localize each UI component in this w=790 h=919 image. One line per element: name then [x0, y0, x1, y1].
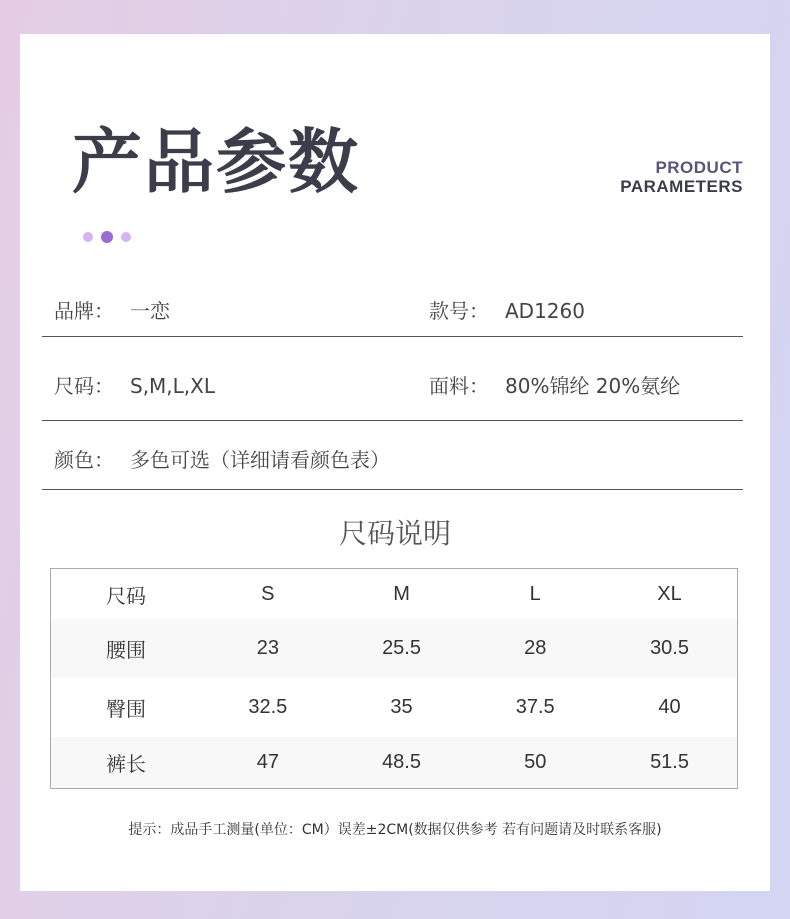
fabric-field	[429, 370, 680, 399]
model-field	[429, 295, 585, 324]
table-cell: 尺码	[106, 583, 146, 608]
size-field	[54, 370, 215, 399]
page-title: 产品参数	[72, 121, 360, 203]
model-label: 款号：	[429, 299, 489, 323]
table-header-row	[51, 569, 738, 620]
model-value: AD1260	[505, 299, 585, 323]
dot-icon	[83, 232, 93, 242]
table-cell: 40	[658, 696, 681, 718]
table-cell: 25.5	[335, 619, 469, 678]
table-cell: 35	[390, 696, 413, 718]
decorative-dots	[83, 231, 131, 243]
table-cell: 37.5	[515, 696, 555, 718]
fabric-value: 80%锦纶 20%氨纶	[505, 374, 681, 398]
table-cell: 50	[468, 737, 602, 789]
table-cell: XL	[657, 582, 682, 605]
divider	[42, 336, 743, 337]
size-label: 尺码：	[54, 374, 114, 398]
table-cell: 32.5	[248, 696, 288, 718]
table-cell: 23	[201, 619, 335, 678]
table-cell: 30.5	[602, 619, 737, 678]
brand-label: 品牌：	[54, 299, 114, 323]
dot-icon	[121, 232, 131, 242]
fabric-label: 面料：	[429, 374, 489, 398]
table-cell: L	[529, 582, 541, 605]
table-cell: M	[393, 582, 410, 605]
brand-value: 一恋	[130, 299, 170, 323]
measurement-note: 提示：成品手工测量(单位：CM）误差±2CM(数据仅供参考 若有问题请及时联系客服)	[128, 822, 662, 838]
table-cell: 48.5	[335, 737, 469, 789]
brand-field	[54, 295, 170, 324]
color-field	[54, 444, 390, 473]
table-row	[51, 737, 738, 789]
color-label: 颜色：	[54, 448, 114, 472]
table-cell: 裤长	[51, 737, 202, 789]
english-title	[620, 158, 743, 196]
size-value: S,M,L,XL	[130, 374, 216, 398]
table-cell: 47	[201, 737, 335, 789]
size-table	[50, 568, 738, 789]
table-cell: 臀围	[106, 697, 146, 721]
english-title-line2: PARAMETERS	[620, 177, 743, 196]
english-title-line1: PRODUCT	[655, 158, 743, 177]
dot-icon	[101, 231, 113, 243]
divider	[42, 420, 743, 421]
divider	[42, 489, 743, 490]
table-cell: 腰围	[51, 619, 202, 678]
content-card	[20, 34, 770, 891]
table-row	[51, 619, 738, 678]
table-cell: 51.5	[602, 737, 737, 789]
table-cell: S	[261, 582, 275, 605]
table-cell: 28	[468, 619, 602, 678]
size-chart-title: 尺码说明	[338, 517, 451, 550]
table-row	[51, 678, 738, 737]
color-value: 多色可选（详细请看颜色表）	[130, 448, 390, 472]
